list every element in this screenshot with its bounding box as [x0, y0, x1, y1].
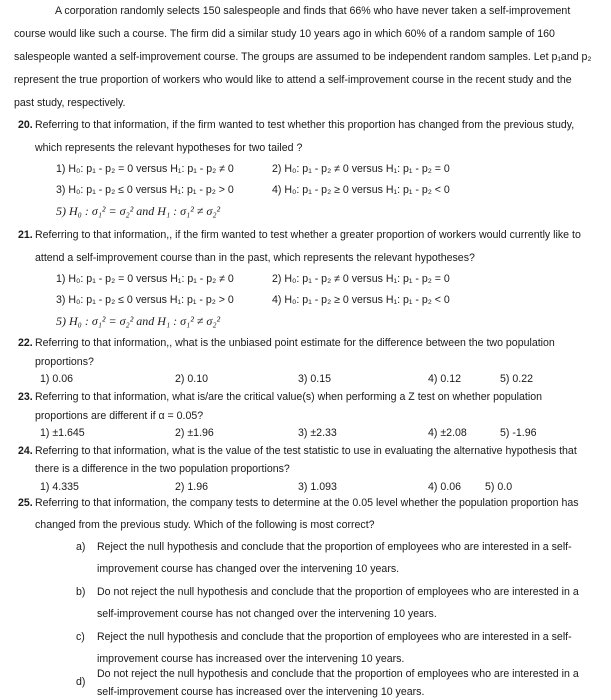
q23-option-4: 4) ±2.08	[428, 427, 467, 439]
q21-text-1: Referring to that information,, if the firm wanted to test whether a greater proportion of workers would currently like to	[35, 229, 581, 241]
q23-number: 23.	[18, 391, 33, 403]
q22-option-4: 4) 0.12	[428, 373, 461, 385]
q22-option-2: 2) 0.10	[175, 373, 208, 385]
q24-option-1: 1) 4.335	[40, 481, 79, 493]
q25-b-line-2: self-improvement course has not changed over the intervening 10 years.	[97, 608, 437, 620]
q25-a-label: a)	[76, 541, 86, 553]
q24-number: 24.	[18, 445, 33, 457]
q21-text-2: attend a self-improvement course than in the past, which represents the relevant hypotheses?	[35, 252, 475, 264]
q20-text-1: Referring to that information, if the firm wanted to test whether this proportion has changed from the previous study,	[35, 119, 575, 131]
q24-option-4: 4) 0.06	[428, 481, 461, 493]
q25-text-2: changed from the previous study. Which of the following is most correct?	[35, 519, 375, 531]
q22-number: 22.	[18, 337, 33, 349]
q20-text-2: which represents the relevant hypotheses for two tailed ?	[35, 142, 303, 154]
q25-c-label: c)	[76, 631, 85, 643]
q25-d-line-2: self-improvement course has increased over the intervening 10 years.	[97, 686, 425, 698]
q23-option-1: 1) ±1.645	[40, 427, 85, 439]
q25-d-label: d)	[76, 676, 86, 688]
q25-c-line-2: improvement course has increased over the intervening 10 years.	[97, 653, 405, 665]
q25-a-line-2: improvement course has changed over the intervening 10 years.	[97, 563, 400, 575]
intro-line-5: past study, respectively.	[14, 97, 126, 109]
intro-line-1: A corporation randomly selects 150 salespeople and finds that 66% who have never taken a self-improvement	[55, 5, 571, 17]
intro-line-3: salespeople wanted a self-improvement course. The groups are assumed to be independent random samples. Let p₁and p₂	[14, 51, 592, 63]
q21-option-1: 1) H₀: p₁ - p₂ = 0 versus H₁: p₁ - p₂ ≠ 0	[56, 273, 234, 285]
q25-a-line-1: Reject the null hypothesis and conclude that the proportion of employees who are interested in a self-	[97, 541, 572, 553]
q21-option-3: 3) H₀: p₁ - p₂ ≤ 0 versus H₁: p₁ - p₂ > 0	[56, 294, 234, 306]
q22-option-5: 5) 0.22	[500, 373, 533, 385]
q22-text-2: proportions?	[35, 356, 94, 368]
q24-option-3: 3) 1.093	[298, 481, 337, 493]
q22-option-3: 3) 0.15	[298, 373, 331, 385]
q21-option-5: 5) H₀ : σ₁² = σ₂² and H₁ : σ₁² ≠ σ₂²	[56, 314, 221, 328]
intro-line-4: represent the true proportion of workers who would like to attend a self-improvement course in the recent study and the	[14, 74, 572, 86]
q23-option-2: 2) ±1.96	[175, 427, 214, 439]
q25-b-label: b)	[76, 586, 86, 598]
q21-option-4: 4) H₀: p₁ - p₂ ≥ 0 versus H₁: p₁ - p₂ < 0	[272, 294, 450, 306]
q23-option-5: 5) -1.96	[500, 427, 537, 439]
q21-number: 21.	[18, 229, 33, 241]
q25-number: 25.	[18, 497, 33, 509]
q22-text-1: Referring to that information,, what is the unbiased point estimate for the difference between the two population	[35, 337, 555, 349]
q24-option-2: 2) 1.96	[175, 481, 208, 493]
q24-text-2: there is a difference in the two population proportions?	[35, 463, 290, 475]
q25-text-1: Referring to that information, the company tests to determine at the 0.05 level whether the population proportion has	[35, 497, 579, 509]
q22-option-1: 1) 0.06	[40, 373, 73, 385]
intro-line-2: course would like such a course. The firm did a similar study 10 years ago in which 60% of a random sample of 160	[14, 28, 555, 40]
q24-option-5: 5) 0.0	[485, 481, 513, 493]
q25-b-line-1: Do not reject the null hypothesis and conclude that the proportion of employees who are interested in a	[97, 586, 579, 598]
q20-option-3: 3) H₀: p₁ - p₂ ≤ 0 versus H₁: p₁ - p₂ > 0	[56, 184, 234, 196]
q23-text-1: Referring to that information, what is/are the critical value(s) when performing a Z test on whether population	[35, 391, 542, 403]
q20-option-1: 1) H₀: p₁ - p₂ = 0 versus H₁: p₁ - p₂ ≠ 0	[56, 163, 234, 175]
q20-option-5: 5) H₀ : σ₁² = σ₂² and H₁ : σ₁² ≠ σ₂²	[56, 204, 221, 218]
q25-d-line-1: Do not reject the null hypothesis and conclude that the proportion of employees who are interested in a	[97, 668, 579, 680]
q20-option-2: 2) H₀: p₁ - p₂ ≠ 0 versus H₁: p₁ - p₂ = 0	[272, 163, 450, 175]
q23-text-2: proportions are different if α = 0.05?	[35, 410, 204, 422]
q20-number: 20.	[18, 119, 33, 131]
q21-option-2: 2) H₀: p₁ - p₂ ≠ 0 versus H₁: p₁ - p₂ = 0	[272, 273, 450, 285]
q23-option-3: 3) ±2.33	[298, 427, 337, 439]
q25-c-line-1: Reject the null hypothesis and conclude that the proportion of employees who are interested in a self-	[97, 631, 572, 643]
q24-text-1: Referring to that information, what is the value of the test statistic to use in evaluating the alternative hypothesis that	[35, 445, 577, 457]
q20-option-4: 4) H₀: p₁ - p₂ ≥ 0 versus H₁: p₁ - p₂ < 0	[272, 184, 450, 196]
